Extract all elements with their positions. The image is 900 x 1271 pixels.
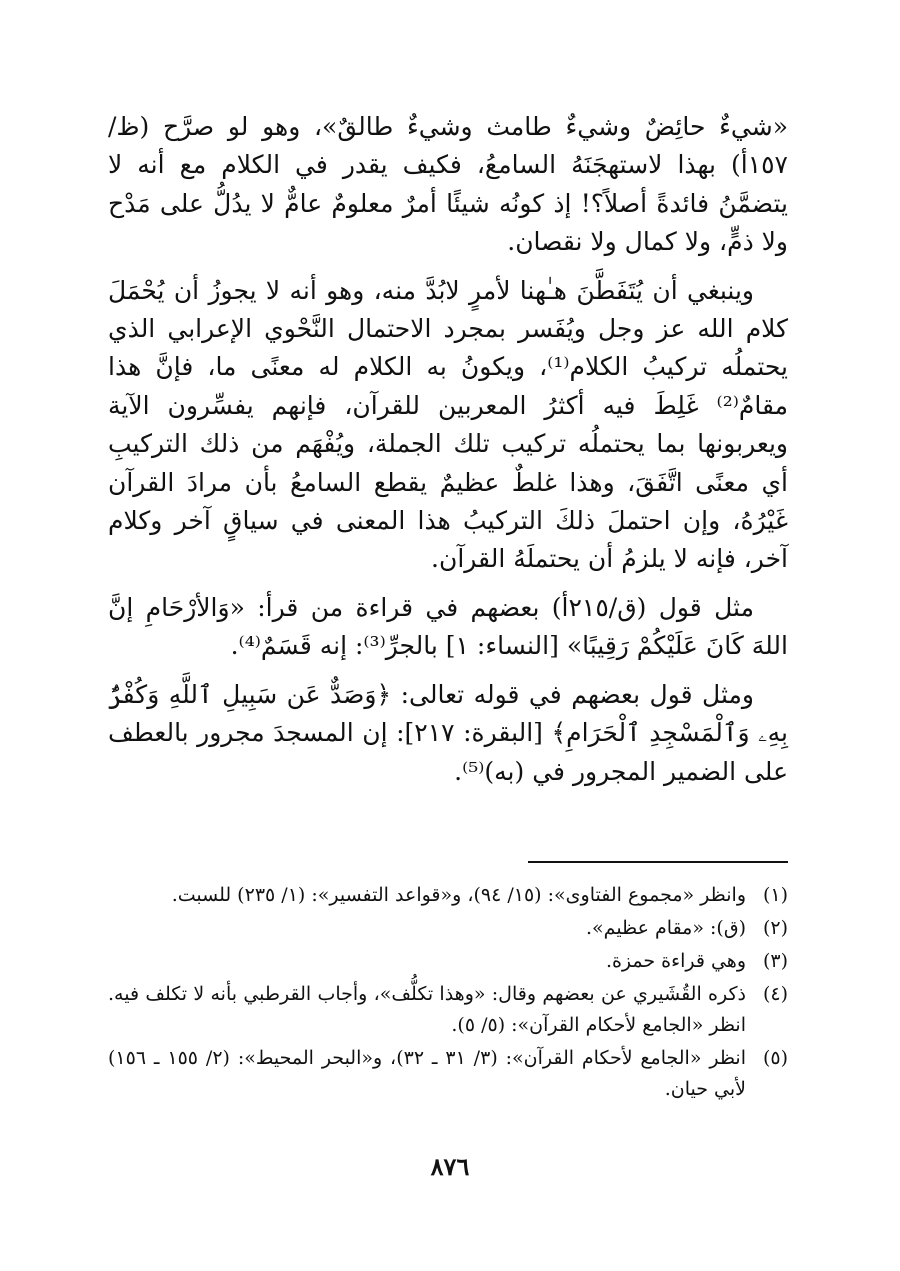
footnote-text: (ق): «مقام عظيم». <box>586 917 746 939</box>
footnote-text: ذكره القُشَيري عن بعضهم وقال: «وهذا تكلُّف»، وأجاب القرطبي بأنه لا تكلف فيه. انظر «الجامع لأحكام القرآن»: (٥/ ٥). <box>108 983 746 1036</box>
footnote-item <box>108 979 788 1041</box>
main-text <box>108 108 788 791</box>
footnote-number: (٢) <box>762 917 788 939</box>
page-number: ٨٧٦ <box>430 1152 470 1181</box>
paragraph-3: مثل قول (ق/٢١٥أ) بعضهم في قراءة من قرأ: «وَالأرْحَامِ إنَّ اللهَ كَانَ عَلَيْكُمْ رَقِيبًا» [النساء: ١] بالجرِّ⁽³⁾: إنه قَسَمٌ⁽⁴⁾. <box>108 592 788 661</box>
footnote-text: انظر «الجامع لأحكام القرآن»: (٣/ ٣١ ـ ٣٢)، و«البحر المحيط»: (٢/ ١٥٥ ـ ١٥٦) لأبي حيان. <box>108 1047 746 1100</box>
footnote-item <box>108 1043 788 1105</box>
footnote-item <box>108 946 788 977</box>
paragraph-2: وينبغي أن يُتَفَطَّنَ هـٰهنا لأمرٍ لابُدَّ منه، وهو أنه لا يجوزُ أن يُحْمَلَ كلام الله عز وجل ويُفَسر بمجرد الاحتمال النَّحْوي الإعرابي الذي يحتملُه تركيبُ الكلام⁽¹⁾، ويكونُ به الكلام له معنًى ما، فإنَّ هذا مقامٌ⁽²⁾ غَلِطَ فيه أكثرُ المعربين للقرآن، فإنهم يفسِّرون الآية ويعربونها بما يحتملُه تركيب تلك الجملة، ويُفْهَم من ذلك التركيبِ أي معنًى اتَّفَقَ، وهذا غلطٌ عظيمٌ يقطع السامعُ بأن مرادَ القرآن غَيْرُهُ، وإن احتملَ ذلكَ التركيبُ هذا المعنى في سياقٍ آخر وكلام آخر، فإنه لا يلزمُ أن يحتملَهُ القرآن. <box>108 275 788 574</box>
footnote-number: (٣) <box>762 950 788 972</box>
footnote-text: وهي قراءة حمزة. <box>605 950 746 972</box>
footnote-item <box>108 880 788 911</box>
paragraph-1: «شيءٌ حائِضٌ وشيءٌ طامث وشيءٌ طالقٌ»، وهو لو صرَّح (ظ/١٥٧أ) بهذا لاستهجَنَهُ السامعُ، فكيف يقدر في الكلام مع أنه لا يتضمَّنُ فائدةً أصلاً؟! إذ كونُه شيئًا أمرٌ معلومٌ عامٌّ لا يدُلُّ على مَدْح ولا ذمٍّ، ولا كمال ولا نقصان. <box>108 112 788 257</box>
footnote-number: (١) <box>762 884 788 906</box>
paragraph-4: ومثل قول بعضهم في قوله تعالى: ﴿وَصَدٌّ عَن سَبِيلِ ٱللَّهِ وَكُفْرٌۢ بِهِۦ وَٱلْمَسْجِدِ ٱلْحَرَامِ﴾ [البقرة: ٢١٧]: إن المسجدَ مجرور بالعطف على الضمير المجرور في (به)⁽⁵⁾. <box>108 679 788 786</box>
footnote-separator <box>528 861 788 863</box>
footnote-number: (٥) <box>762 1047 788 1069</box>
footnotes <box>108 880 788 1107</box>
footnote-item <box>108 913 788 944</box>
footnote-number: (٤) <box>762 983 788 1005</box>
footnote-text: وانظر «مجموع الفتاوى»: (١٥/ ٩٤)، و«قواعد التفسير»: (١/ ٢٣٥) للسبت. <box>171 884 746 906</box>
